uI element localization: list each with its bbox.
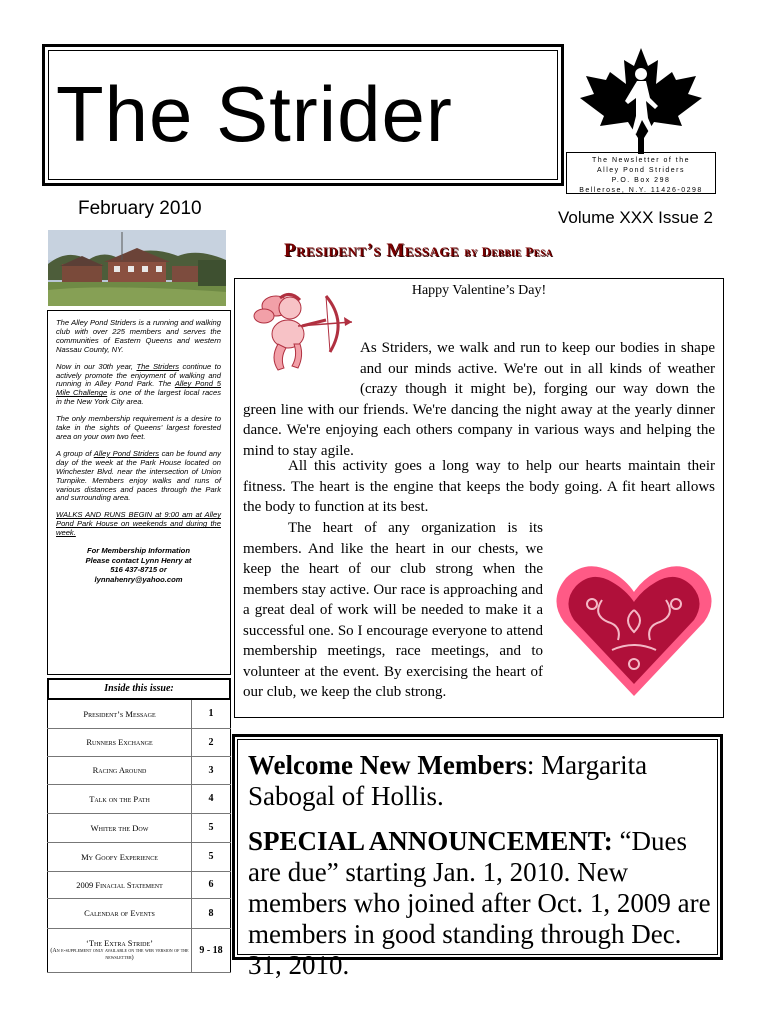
welcome-label: Welcome New Members: [248, 750, 527, 780]
history-text: continue to actively promote the enjoyment of walking and running in Alley Pond Park. The: [56, 361, 221, 389]
presidents-message-heading: [284, 240, 553, 262]
group-link[interactable]: Alley Pond Striders: [93, 448, 160, 458]
membership-line: Please contact Lynn Henry at: [85, 555, 192, 565]
address-line: Bellerose, N.Y. 11426-0298: [579, 187, 703, 194]
contents-item-extra[interactable]: [48, 928, 192, 972]
welcome-new-members: [248, 750, 714, 812]
address-line: The Newsletter of the: [591, 157, 691, 164]
contents-item[interactable]: Runners Exchange: [48, 728, 192, 756]
message-paragraph-3-text: The heart of any organization is its members. And like the heart in our chests, we keep the heart of our club strong when the members stay active. Our race is approaching and a great deal of work will be needed to make it a successful one. So I encourage everyone to attend membership meetings, race meetings, and to volunteer at the event. By exercising the heart of our club, we keep the club strong.: [243, 520, 543, 700]
heading-text: President’s Message: [284, 240, 460, 261]
contents-item[interactable]: My Goofy Experience: [48, 842, 192, 871]
park-house-photo: [48, 230, 226, 306]
contents-page: 9 - 18: [192, 928, 231, 972]
club-info-box: [47, 310, 231, 675]
byline: by Debbie Pesa: [464, 244, 553, 259]
address-line: Alley Pond Striders: [596, 167, 686, 174]
message-paragraph-2: All this activity goes a long way to help our hearts maintain their fitness. The heart is the engine that keeps the body going. A fit heart allows the body to function at its best.: [243, 458, 715, 515]
contents-item[interactable]: Racing Around: [48, 756, 192, 784]
issue-volume: Volume XXX Issue 2: [558, 208, 713, 227]
address-box: [566, 152, 716, 194]
striders-link[interactable]: The Striders: [136, 361, 180, 371]
membership-email[interactable]: lynnahenry@yahoo.com: [94, 574, 183, 584]
group-location: [56, 450, 221, 503]
contents-page: 4: [192, 784, 231, 813]
valentine-greeting: Happy Valentine’s Day!: [411, 283, 547, 298]
membership-requirement: The only membership requirement is a desire to take in the sights of Queens' largest forested area on your own two feet.: [56, 414, 221, 441]
contents-item[interactable]: 2009 Finacial Statement: [48, 871, 192, 898]
special-announcement: [248, 826, 714, 981]
contents-page: 6: [192, 871, 231, 898]
location-text: can be found any day of the week at the Park House located on Winchester Blvd. near the intersection of Union Turnpike. Members enjoy walks and runs of various distances and paces through the Park and surrounding area.: [56, 448, 221, 503]
contents-header: Inside this issue:: [47, 678, 231, 700]
history-text: is one of the largest local races in the New York City area.: [56, 388, 221, 407]
contents-page: 2: [192, 728, 231, 756]
contents-table: [47, 700, 231, 973]
location-text: A group of: [56, 448, 94, 458]
wrap-spacer: [243, 338, 360, 396]
contents-item[interactable]: President’s Message: [48, 700, 192, 728]
message-paragraph-1-flow: [243, 338, 715, 461]
club-description: The Alley Pond Striders is a running and walking club with over 225 members and serves the communities of Eastern Queens and western Nassau County, NY.: [56, 318, 221, 354]
address-line: P.O. Box 298: [611, 177, 671, 184]
history-text: Now in our 30th year,: [56, 361, 137, 371]
maple-leaf-runner-logo: [572, 46, 710, 154]
contents-page: 3: [192, 756, 231, 784]
special-text: “Dues are due” starting Jan. 1, 2010. New members who joined after Oct. 1, 2009 are members in good standing through Dec. 31, 2010.: [248, 826, 711, 980]
newsletter-title: The Strider: [56, 70, 453, 158]
walks-runs-schedule: WALKS AND RUNS BEGIN at 9:00 am at Alley Pond Park House on weekends and during the week.: [56, 510, 221, 538]
issue-date: February 2010: [78, 198, 202, 219]
lace-heart-image: [552, 560, 717, 700]
challenge-link[interactable]: Alley Pond 5 Mile Challenge: [56, 379, 222, 398]
special-label: SPECIAL ANNOUNCEMENT:: [248, 826, 620, 856]
contents-page: 5: [192, 842, 231, 871]
message-paragraph-1-text: As Striders, we walk and run to keep our bodies in shape and our minds active. We're out in all kinds of weather (crazy though it might be), forging our way down the green line with our friends. We're dancing the night away at the yearly dinner dance. We're enjoying each others company in various ways and helping the mind to stay agile.: [243, 340, 715, 459]
membership-line: 516 437-8715 or: [110, 565, 167, 575]
contents-item[interactable]: Calendar of Events: [48, 898, 192, 928]
contents-item[interactable]: Talk on the Path: [48, 784, 192, 813]
club-history: [56, 363, 221, 408]
membership-line: For Membership Information: [87, 546, 190, 556]
contents-page: 1: [192, 700, 231, 728]
contents-item-subtitle: (An e-supplement only available on the web version of the newsletter): [50, 948, 189, 961]
contents-page: 8: [192, 898, 231, 928]
contents-page: 5: [192, 813, 231, 842]
announcement: [248, 750, 714, 995]
contents-item[interactable]: Whiter the Dow: [48, 813, 192, 842]
welcome-text: : Margarita Sabogal of Hollis.: [248, 750, 648, 811]
membership-contact: [56, 546, 221, 584]
contents-item-title: ‘The Extra Stride’: [85, 938, 154, 948]
